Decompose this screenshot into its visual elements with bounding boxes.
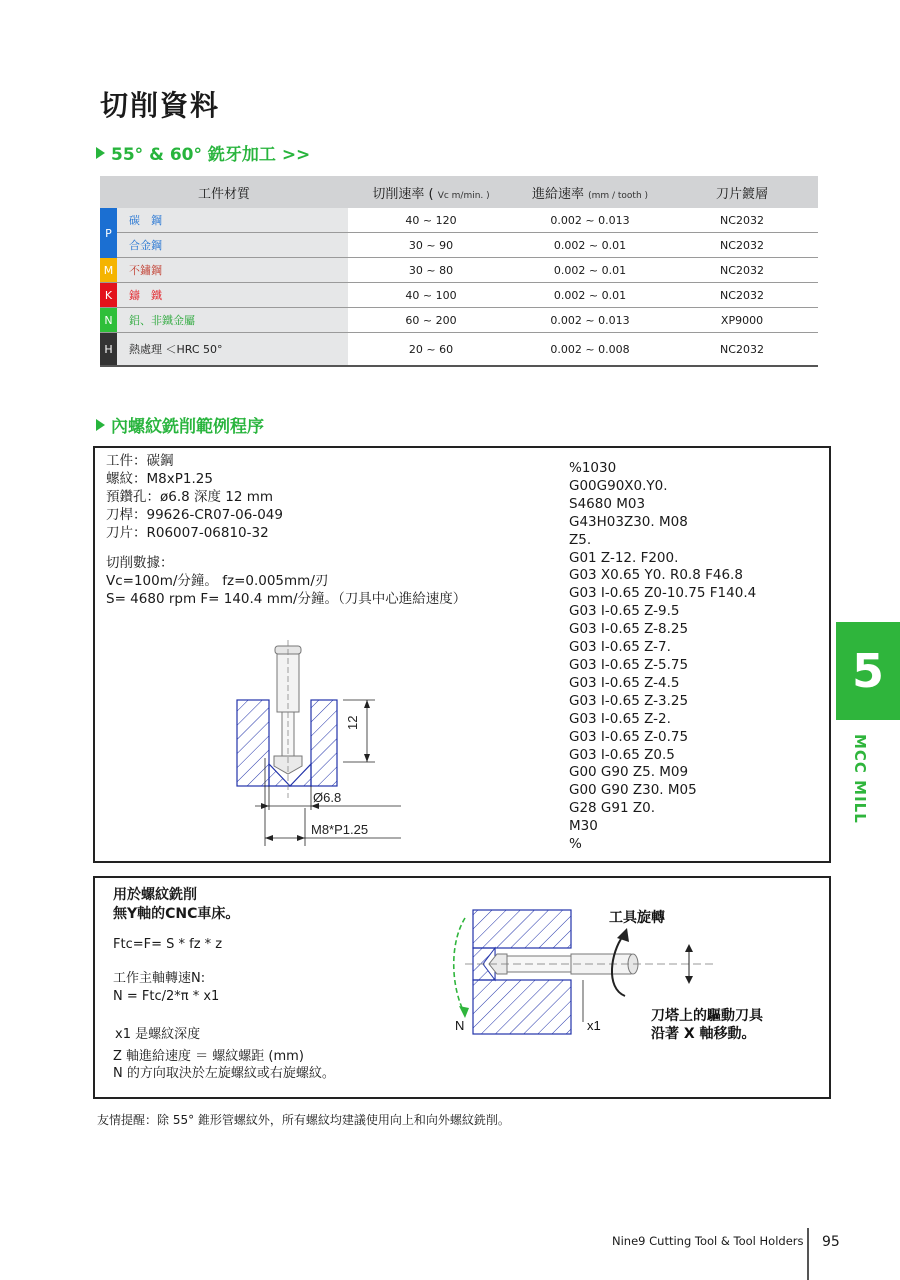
material-cell: [100, 258, 348, 282]
gcode-line: %1030: [569, 460, 617, 476]
material-cell: [100, 208, 348, 232]
table-row: [100, 308, 818, 333]
material-cell: [100, 308, 348, 332]
z-feed-note: Z 軸進給速度 ＝ 螺紋螺距 (mm): [113, 1049, 304, 1064]
section-heading-thread-milling: [96, 140, 310, 165]
material-group-tag: N: [100, 308, 117, 332]
example-info: [106, 452, 466, 608]
spindle-label: 工作主軸轉速N:: [113, 971, 206, 986]
section-heading-example: [96, 412, 264, 437]
page-number: 95: [822, 1234, 840, 1250]
header-material: 工件材質: [197, 186, 250, 202]
page-title: 切削資料: [100, 89, 221, 122]
workpiece-bottom: [473, 980, 571, 1034]
speed-cell: 20 ~ 60: [348, 333, 514, 365]
material-group-tag-p: P: [100, 208, 117, 258]
triangle-bullet-icon: [96, 147, 105, 159]
footnote: 友情提醒：除 55° 錐形管螺紋外，所有螺紋均建議使用向上和向外螺紋銑削。: [97, 1113, 510, 1127]
material-label: 碳 鋼: [129, 214, 162, 227]
formula-box: [93, 876, 831, 1099]
material-label: 鑄 鐵: [129, 289, 162, 302]
speed-cell: 30 ~ 80: [348, 258, 514, 282]
feed-cell: 0.002 ~ 0.013: [514, 308, 666, 332]
feed-cell: 0.002 ~ 0.013: [514, 208, 666, 232]
example-program-box: [93, 446, 831, 863]
material-label: 合金鋼: [129, 239, 162, 252]
formula-title: 用於螺紋銑削 無Y軸的CNC車床。: [113, 887, 240, 922]
material-cell: [100, 283, 348, 307]
feed-cell: 0.002 ~ 0.01: [514, 283, 666, 307]
cutting-line-1: Vc=100m/分鐘。 fz=0.005mm/刃: [106, 573, 329, 589]
coating-cell: XP9000: [666, 308, 818, 332]
header-speed: 切削速率 ( Vc m/min. ): [372, 186, 490, 202]
gcode-line: G03 I-0.65 Z-8.25: [569, 621, 689, 638]
workpiece-left: [237, 700, 269, 786]
gcode-line: G00 G90 Z30. M05: [569, 782, 697, 799]
speed-cell: 60 ~ 200: [348, 308, 514, 332]
turret-label-2: 沿著 X 軸移動。: [651, 1026, 756, 1042]
table-row: [100, 333, 818, 367]
material-cell: [100, 233, 348, 257]
material-label: 不鏽鋼: [129, 264, 162, 277]
gcode-line: S4680 M03: [569, 495, 646, 512]
speed-cell: 40 ~ 120: [348, 208, 514, 232]
info-holder: 刀桿：99626-CR07-06-049: [106, 507, 283, 523]
info-insert: 刀片：R06007-06810-32: [106, 525, 269, 541]
cutting-line-2: S= 4680 rpm F= 140.4 mm/分鐘。（刀具中心進給速度）: [106, 591, 467, 607]
material-group-tag: K: [100, 283, 117, 307]
thread-hole-diagram: [225, 638, 505, 858]
material-cell: [100, 333, 348, 365]
depth-label: 12: [345, 715, 360, 730]
material-label: 熱處理 ＜HRC 50°: [129, 343, 223, 356]
feed-cell: 0.002 ~ 0.008: [514, 333, 666, 365]
n-label: N: [455, 1018, 465, 1033]
header-coating: 刀片鍍層: [715, 186, 768, 202]
feed-cell: 0.002 ~ 0.01: [514, 258, 666, 282]
gcode-line: G00G90X0.Y0.: [569, 477, 668, 494]
gcode-line: M30: [569, 818, 598, 835]
cutting-data-table: [100, 176, 818, 367]
chapter-tab: 5: [836, 622, 900, 720]
section-heading-text: 55° & 60° 銑牙加工 >>: [111, 145, 311, 165]
triangle-bullet-icon: [96, 419, 105, 431]
info-thread: 螺紋：M8xP1.25: [106, 471, 213, 487]
material-label: 鋁、非鐵金屬: [129, 314, 195, 327]
material-group-tag: H: [100, 333, 117, 365]
coating-cell: NC2032: [666, 283, 818, 307]
coating-cell: NC2032: [666, 333, 818, 365]
gcode-line: G03 I-0.65 Z-5.75: [569, 656, 689, 673]
cutting-title: 切削數據：: [106, 555, 174, 571]
tool-rotation-label: 工具旋轉: [609, 910, 665, 926]
gcode-line: G03 I-0.65 Z-4.5: [569, 674, 680, 691]
table-header: [100, 176, 818, 208]
x1-note: x1 是螺紋深度: [115, 1027, 201, 1042]
gcode-line: G03 I-0.65 Z-2.: [569, 710, 671, 727]
speed-cell: 30 ~ 90: [348, 233, 514, 257]
gcode-line: G03 I-0.65 Z0-10.75 F140.4: [569, 585, 757, 602]
gcode-line: G03 I-0.65 Z-0.75: [569, 728, 689, 745]
gcode-line: G00 G90 Z5. M09: [569, 764, 689, 781]
workpiece-top: [473, 910, 571, 948]
workpiece-right: [311, 700, 337, 786]
gcode-line: G03 I-0.65 Z-7.: [569, 639, 671, 656]
coating-cell: NC2032: [666, 208, 818, 232]
gcode-line: G03 I-0.65 Z-3.25: [569, 692, 689, 709]
gcode-line: G28 G91 Z0.: [569, 800, 655, 817]
material-group-tag: M: [100, 258, 117, 282]
table-row: [100, 283, 818, 308]
table-body: [100, 208, 818, 367]
gcode-line: G01 Z-12. F200.: [569, 549, 679, 566]
diameter-label: Ø6.8: [313, 790, 342, 805]
feed-cell: 0.002 ~ 0.01: [514, 233, 666, 257]
thread-size-label: M8*P1.25: [311, 822, 369, 837]
turret-label-1: 刀塔上的驅動刀具: [651, 1008, 763, 1024]
gcode-line: G03 I-0.65 Z0.5: [569, 746, 675, 763]
footer-divider: [807, 1228, 809, 1280]
gcode-program: [569, 460, 756, 854]
info-predrill: 預鑽孔：ø6.8 深度 12 mm: [106, 489, 274, 505]
gcode-line: G03 I-0.65 Z-9.5: [569, 603, 680, 620]
chapter-side-label: MCC MILL: [851, 734, 869, 824]
speed-cell: 40 ~ 100: [348, 283, 514, 307]
gcode-line: Z5.: [569, 531, 592, 548]
spindle-formula: N = Ftc/2*π * x1: [113, 989, 220, 1004]
turret-tool-diagram: [435, 896, 825, 1046]
footer-company: Nine9 Cutting Tool & Tool Holders: [612, 1234, 804, 1248]
table-row: [100, 258, 818, 283]
direction-note: N 的方向取決於左旋螺紋或右旋螺紋。: [113, 1066, 335, 1081]
table-row: [100, 208, 818, 233]
gcode-line: G03 X0.65 Y0. R0.8 F46.8: [569, 567, 743, 584]
x1-label: x1: [587, 1018, 601, 1033]
table-row: [100, 233, 818, 258]
ftc-formula: Ftc=F= S * fz * z: [113, 937, 223, 952]
coating-cell: NC2032: [666, 258, 818, 282]
gcode-line: G43H03Z30. M08: [569, 513, 688, 530]
header-feed: 進給速率 (mm / tooth ): [531, 186, 649, 202]
section-heading-text: 內螺紋銑削範例程序: [111, 417, 264, 437]
info-workpiece: 工件：碳鋼: [106, 453, 174, 469]
coating-cell: NC2032: [666, 233, 818, 257]
gcode-line: %: [569, 836, 582, 853]
